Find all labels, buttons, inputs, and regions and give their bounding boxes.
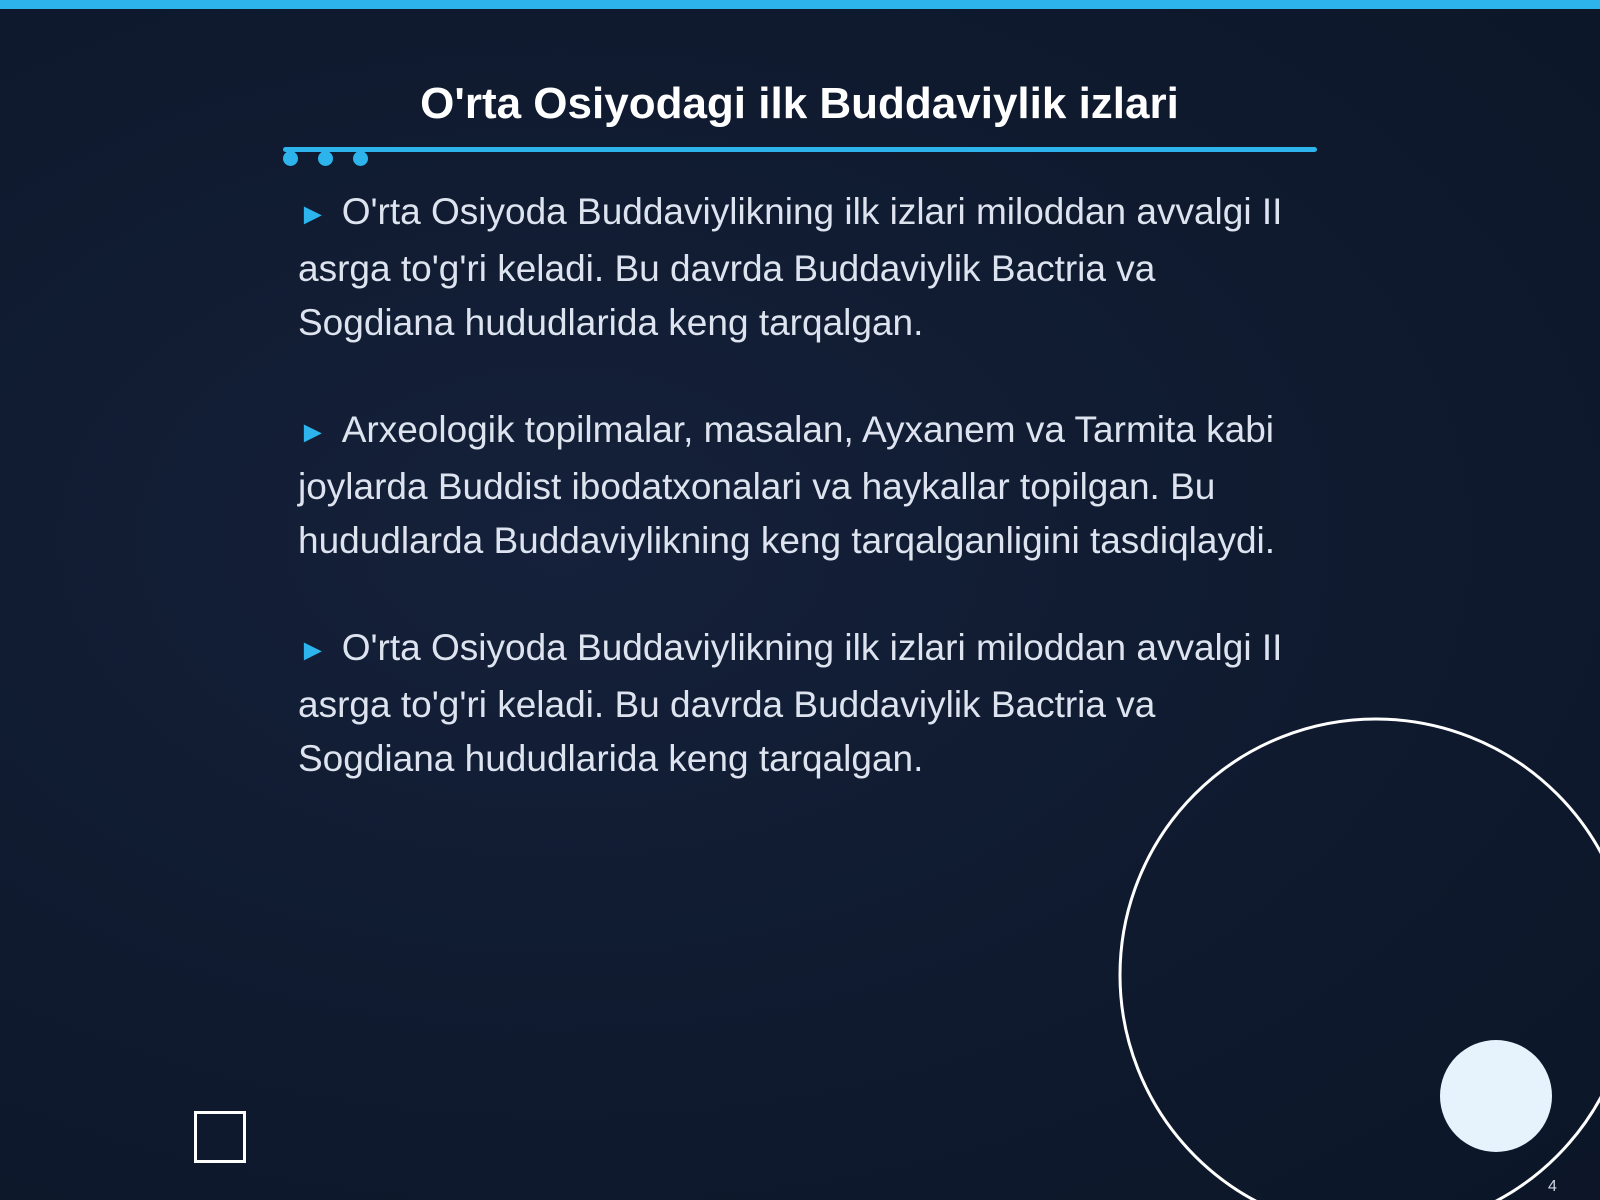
bullet-text: O'rta Osiyoda Buddaviylikning ilk izlari miloddan avvalgi II asrga to'g'ri keladi. Bu davrda Buddaviylik Bactria va Sogdiana hududlarida keng tarqalgan.: [298, 191, 1283, 343]
filled-circle: [1440, 1040, 1552, 1152]
slide-title: O'rta Osiyodagi ilk Buddaviylik izlari: [420, 79, 1179, 128]
bullet-arrow-icon: ►: [298, 416, 328, 449]
bullet-text: O'rta Osiyoda Buddaviylikning ilk izlari miloddan avvalgi II asrga to'g'ri keladi. Bu davrda Buddaviylik Bactria va Sogdiana hududlarida keng tarqalgan.: [298, 627, 1283, 779]
page-number: 4: [1548, 1178, 1557, 1195]
bullet-arrow-icon: ►: [298, 198, 328, 231]
bullet-text: Arxeologik topilmalar, masalan, Ayxanem va Tarmita kabi joylarda Buddist ibodatxonalari va haykallar topilgan. Bu hududlarda Buddaviylikning keng tarqalganligini tasdiqlaydi.: [298, 409, 1276, 561]
outline-square: [194, 1111, 246, 1163]
bullet-arrow-icon: ►: [298, 634, 328, 667]
